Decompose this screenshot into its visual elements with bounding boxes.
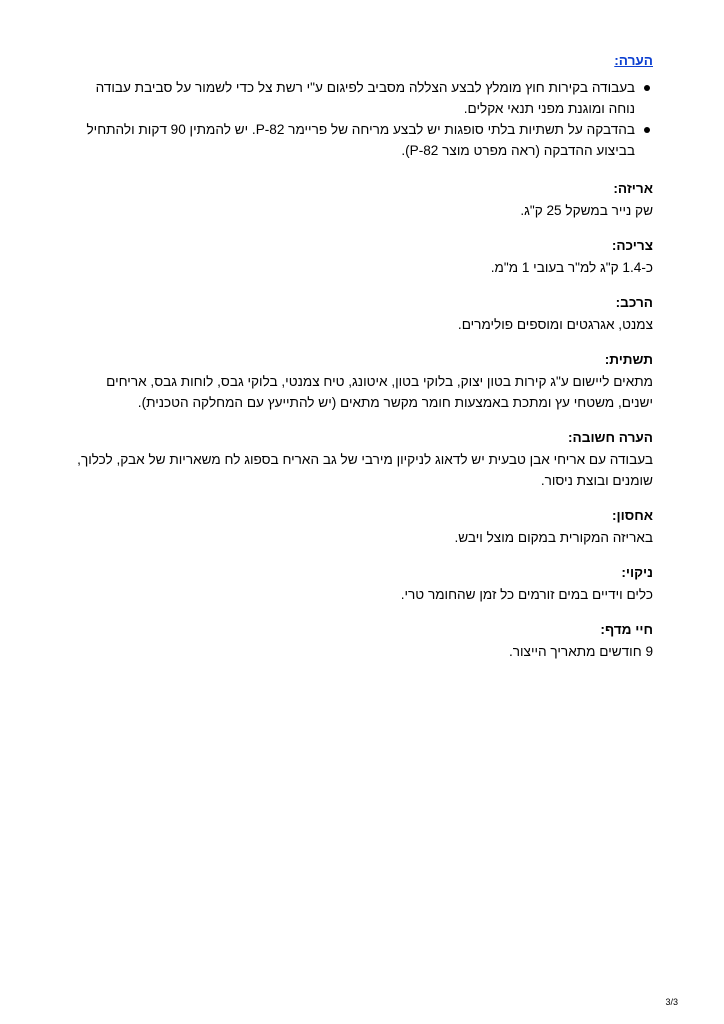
packaging-section [68, 178, 653, 221]
section-body: צמנט, אגרגטים ומוספים פולימרים. [457, 317, 653, 332]
section-body: 9 חודשים מתאריך הייצור. [508, 644, 653, 659]
section-body: כלים וידיים במים זורמים כל זמן שהחומר טרי. [400, 587, 653, 602]
bullet-dot-icon [644, 127, 650, 133]
section-body: מתאים ליישום ע"ג קירות בטון יצוק, בלוקי בטון, איטונג, טיח צמנטי, בלוקי גבס, לוחות גבס, אריחים ישנים, משטחי עץ ומתכת באמצעות חומר מקשר מתאים (יש להתייעץ עם המחלקה הטכנית). [106, 374, 653, 410]
section-title: הערה חשובה: [568, 430, 653, 445]
storage-section [68, 505, 653, 548]
document-content [68, 50, 653, 662]
composition-section [68, 292, 653, 335]
section-title: אריזה: [613, 181, 653, 196]
cleaning-section [68, 562, 653, 605]
page-number: 3/3 [665, 997, 678, 1007]
substrate-section [68, 349, 653, 413]
bullet-dot-icon [644, 85, 650, 91]
note-heading-link[interactable]: הערה: [614, 53, 653, 68]
section-title: אחסון: [611, 508, 653, 523]
shelf-life-section [68, 619, 653, 662]
note-bullet-item [68, 77, 653, 119]
note-bullet-item [68, 119, 653, 161]
note-block [68, 50, 653, 161]
section-title: הרכב: [615, 295, 653, 310]
section-body: באריזה המקורית במקום מוצל ויבש. [454, 530, 653, 545]
section-title: חיי מדף: [600, 622, 653, 637]
note-bullet-text: בעבודה בקירות חוץ מומלץ לבצע הצללה מסביב לפיגום ע"י רשת צל כדי לשמור על סביבת עבודה נוחה ומוגנת מפני תנאי אקלים. [95, 80, 635, 116]
note-bullet-text: בהדבקה על תשתיות בלתי סופגות יש לבצע מריחה של פריימר P-82. יש להמתין 90 דקות ולהתחיל בביצוע ההדבקה (ראה מפרט מוצר P-82). [86, 122, 635, 158]
section-title: צריכה: [611, 238, 653, 253]
section-title: תשתית: [604, 352, 653, 367]
note-bullet-list [68, 77, 653, 161]
section-body: בעבודה עם אריחי אבן טבעית יש לדאוג לניקיון מירבי של גב האריח בספוג לח משאריות של אבק, לכלוך, שומנים ובוצת ניסור. [77, 452, 653, 488]
consumption-section [68, 235, 653, 278]
important-note-section [68, 427, 653, 491]
section-title: ניקוי: [621, 565, 653, 580]
section-body: כ-1.4 ק"ג למ"ר בעובי 1 מ"מ. [490, 260, 653, 275]
section-body: שק נייר במשקל 25 ק"ג. [520, 203, 653, 218]
